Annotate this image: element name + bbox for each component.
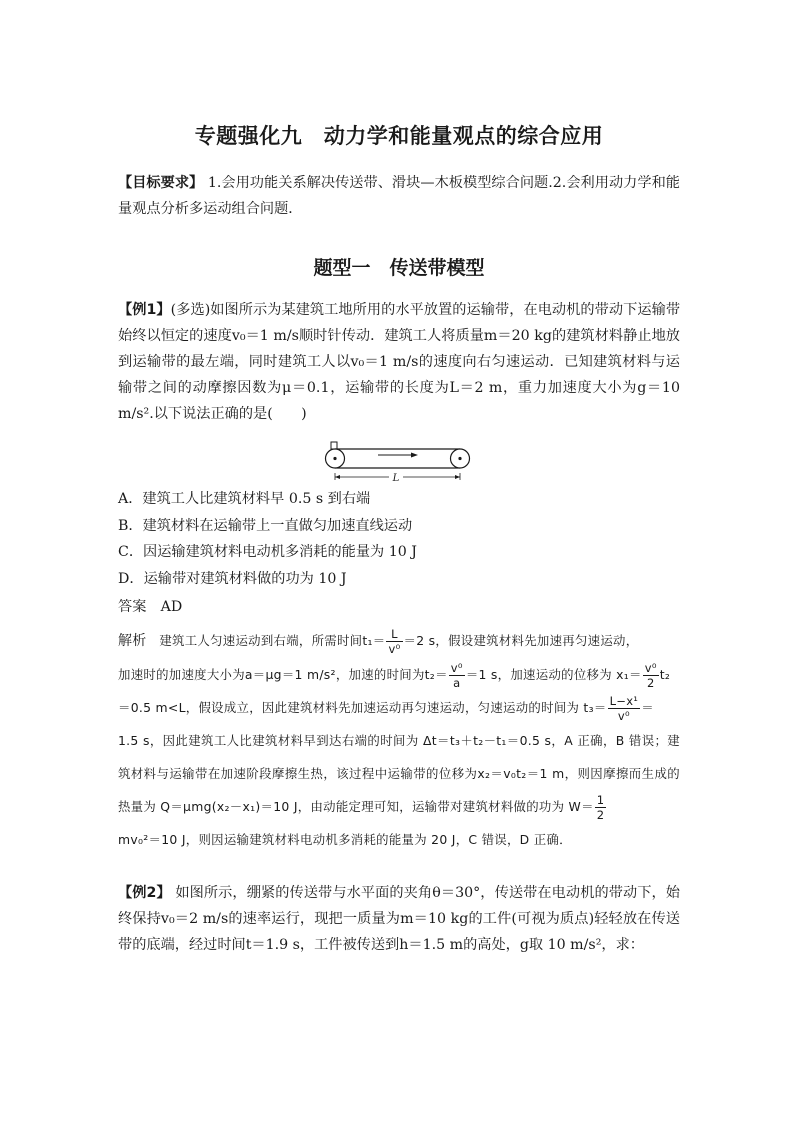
section-title: 题型一 传送带模型 (313, 257, 485, 279)
analysis-text (118, 624, 680, 856)
option-b: B．建筑材料在运输带上一直做匀加速直线运动 (118, 517, 413, 534)
answer-label: 答案 (118, 599, 147, 615)
analysis-segment: ＝2 s，假设建筑材料先加速再匀速运动， (403, 633, 639, 648)
option-a: A．建筑工人比建筑材料早 0.5 s 到右端 (118, 491, 371, 507)
example-2-question (118, 880, 680, 958)
fraction-l-over-v0: $\frac{L}{\text{v⁰}}$ (388, 627, 401, 656)
example-1-tag: 【例1】 (118, 302, 171, 318)
analysis-segment: 加速时的加速度大小为a＝μg＝1 m/s²，加速的时间为t₂＝ (118, 667, 448, 682)
analysis-segment: 1.5 s，因此建筑工人比建筑材料早到达右端的时间为 Δt＝t₃＋t₂－t₁＝0.5 s，A 正确，B 错误；建筑材料与运输带在加速阶段摩擦生热，该过程中运输带的位移为x₂＝v₀t₂＝1 m，则因摩擦而生成的热量为 Q＝μmg(x₂－x₁)＝10 J，由动能定理可知，运输带对建筑材料做的功为 W＝ (118, 733, 680, 814)
example-1-question (118, 297, 680, 427)
example-2-text: 如图所示，绷紧的传送带与水平面的夹角θ＝30°，传送带在电动机的带动下，始终保持v₀＝2 m/s的速率运行，现把一质量为m＝10 kg的工件(可视为质点)轻轻放在传送带的底端，经过时间t＝1.9 s，工件被传送到h＝1.5 m的高处，g取 10 m/s²，求： (118, 885, 680, 953)
option-c: C．因运输建筑材料电动机多消耗的能量为 10 J (118, 544, 417, 560)
material-block-icon (331, 442, 337, 449)
fraction-v0-over-a: $\frac{\text{v⁰}}{a}$ (450, 661, 463, 690)
analysis-segment: 建筑工人匀速运动到右端，所需时间t₁＝ (159, 633, 386, 648)
example-2-tag: 【例2】 (118, 885, 171, 901)
example-1-text: (多选)如图所示为某建筑工地所用的水平放置的运输带，在电动机的带动下运输带始终以恒定的速度v₀＝1 m/s顺时针传动．建筑工人将质量m＝20 kg的建筑材料静止地放到运输带的最左端，同时建筑工人以v₀＝1 m/s的速度向右匀速运动．已知建筑材料与运输带之间的动摩擦因数为μ＝0.1，运输带的长度为L＝2 m，重力加速度大小为g＝10 m/s².以下说法正确的是( ) (118, 302, 681, 422)
length-label: L (392, 473, 400, 484)
goal-tag: 【目标要求】 (118, 175, 204, 191)
answer-line (118, 596, 182, 616)
analysis-segment: ＝1 s，加速运动的位移为 x₁＝ (465, 667, 642, 682)
fraction-v0-over-2: $\frac{\text{v⁰}}{2}$ (644, 661, 657, 690)
options-list (118, 486, 680, 592)
learning-goals (118, 170, 680, 222)
analysis-segment: ＝0.5 m<L，假设成立，因此建筑材料先加速运动再匀速运动，匀速运动的时间为 t₃＝ (118, 700, 607, 715)
goal-text: 1.会用功能关系解决传送带、滑块—木板模型综合问题.2.会利用动力学和能量观点分析多运动组合问题． (118, 175, 680, 217)
fraction-l-minus-x1-over-v0: $\frac{\text{L−x¹}}{\text{v⁰}}$ (609, 694, 639, 723)
analysis-label: 解析 (118, 633, 147, 649)
option-d: D．运输带对建筑材料做的功为 10 J (118, 570, 347, 587)
conveyor-belt-figure (323, 440, 473, 488)
analysis-segment: mv₀²＝10 J，则因运输建筑材料电动机多消耗的能量为 20 J，C 错误，D 正确． (118, 832, 572, 847)
page-title: 专题强化九 动力学和能量观点的综合应用 (194, 124, 604, 148)
direction-arrow-icon (411, 453, 418, 458)
analysis-segment: t₂ (659, 667, 671, 682)
fraction-one-half: $\frac{1}{2}$ (596, 793, 605, 822)
analysis-segment: ＝ (641, 700, 654, 715)
answer-value: AD (160, 599, 183, 615)
